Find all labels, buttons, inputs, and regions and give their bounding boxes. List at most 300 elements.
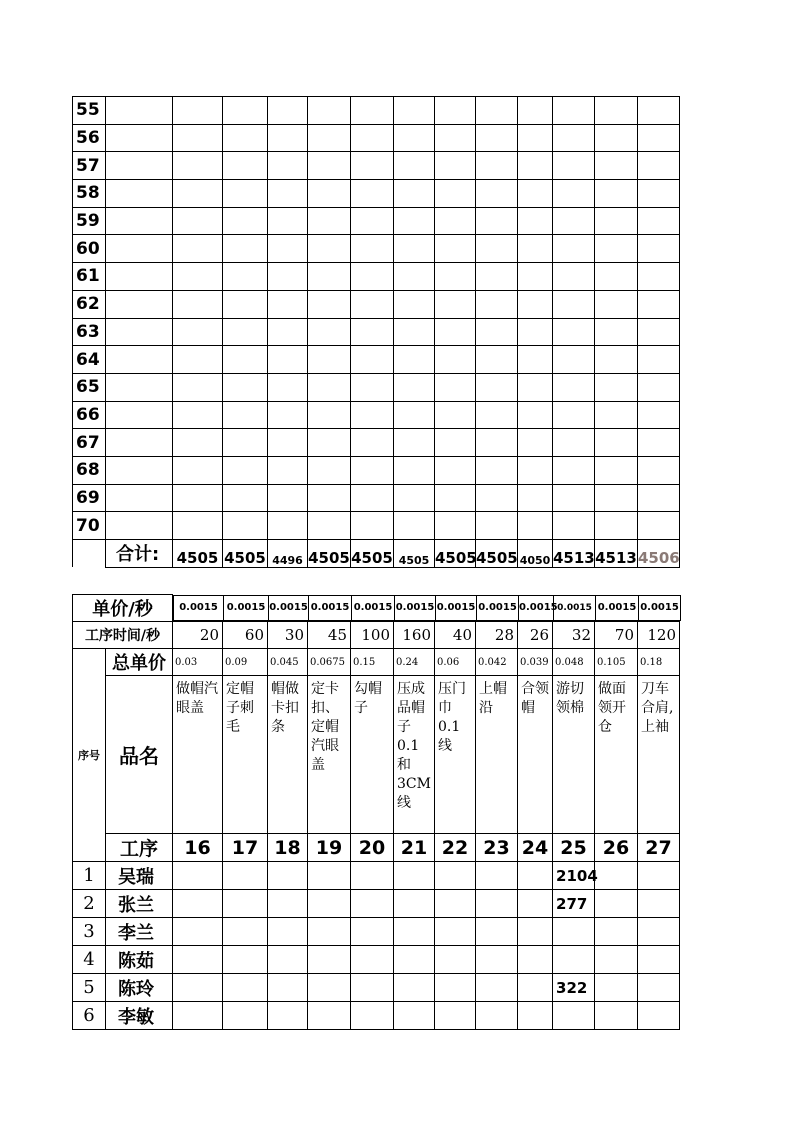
product-name: 定卡扣、定帽汽眼盖 bbox=[308, 676, 351, 834]
product-name: 游切领棉 bbox=[553, 676, 595, 834]
empty-cell bbox=[268, 512, 308, 540]
total-unit-price-value: 0.045 bbox=[268, 649, 308, 676]
unit-price-value: 0.0015 bbox=[477, 595, 519, 620]
empty-cell bbox=[106, 263, 173, 291]
worker-value: 277 bbox=[553, 890, 595, 918]
process-time-value: 26 bbox=[518, 622, 553, 649]
empty-cell bbox=[435, 235, 476, 263]
worker-value bbox=[308, 946, 351, 974]
process-number: 20 bbox=[351, 834, 394, 862]
empty-cell bbox=[595, 401, 638, 429]
unit-price-value: 0.0015 bbox=[269, 595, 309, 620]
empty-cell bbox=[268, 97, 308, 125]
empty-cell bbox=[223, 152, 268, 180]
table-row bbox=[73, 290, 680, 318]
empty-cell bbox=[518, 97, 553, 125]
empty-cell bbox=[518, 263, 553, 291]
empty-cell bbox=[173, 429, 223, 457]
empty-cell bbox=[518, 180, 553, 208]
empty-cell bbox=[394, 207, 435, 235]
empty-cell bbox=[223, 290, 268, 318]
empty-cell bbox=[595, 97, 638, 125]
empty-cell bbox=[638, 124, 680, 152]
table-row bbox=[73, 401, 680, 429]
worker-value bbox=[638, 1002, 680, 1030]
total-unit-price-value: 0.039 bbox=[518, 649, 553, 676]
empty-cell bbox=[223, 318, 268, 346]
empty-cell bbox=[308, 124, 351, 152]
worker-value bbox=[268, 918, 308, 946]
unit-price-label: 单价/秒 bbox=[73, 595, 173, 622]
worker-row bbox=[73, 946, 680, 974]
empty-cell bbox=[435, 207, 476, 235]
empty-cell bbox=[308, 97, 351, 125]
empty-cell bbox=[476, 152, 518, 180]
process-time-value: 20 bbox=[173, 622, 223, 649]
empty-cell bbox=[518, 373, 553, 401]
total-unit-price-value: 0.042 bbox=[476, 649, 518, 676]
table-row bbox=[73, 207, 680, 235]
total-value: 4505 bbox=[173, 540, 223, 568]
empty-cell bbox=[106, 235, 173, 263]
empty-cell bbox=[106, 207, 173, 235]
empty-cell bbox=[638, 346, 680, 374]
worker-value bbox=[595, 946, 638, 974]
worker-value bbox=[638, 918, 680, 946]
empty-cell bbox=[173, 318, 223, 346]
worker-value bbox=[173, 946, 223, 974]
empty-cell bbox=[308, 263, 351, 291]
empty-cell bbox=[173, 152, 223, 180]
worker-number: 6 bbox=[73, 1002, 106, 1030]
empty-cell bbox=[268, 346, 308, 374]
empty-cell bbox=[106, 429, 173, 457]
worker-value bbox=[308, 862, 351, 890]
empty-cell bbox=[476, 318, 518, 346]
worker-value bbox=[435, 1002, 476, 1030]
worker-value bbox=[435, 974, 476, 1002]
worker-row bbox=[73, 918, 680, 946]
process-number: 23 bbox=[476, 834, 518, 862]
total-label: 合计: bbox=[106, 540, 173, 568]
worker-value bbox=[638, 946, 680, 974]
empty-cell bbox=[518, 124, 553, 152]
total-value: 4505 bbox=[308, 540, 351, 568]
process-number: 27 bbox=[638, 834, 680, 862]
empty-cell bbox=[106, 456, 173, 484]
empty-cell bbox=[351, 512, 394, 540]
empty-cell bbox=[106, 290, 173, 318]
worker-number: 3 bbox=[73, 918, 106, 946]
worker-value bbox=[638, 862, 680, 890]
product-name: 勾帽子 bbox=[351, 676, 394, 834]
worker-value bbox=[223, 890, 268, 918]
empty-cell bbox=[476, 512, 518, 540]
row-number: 60 bbox=[73, 235, 106, 263]
empty-cell bbox=[595, 429, 638, 457]
empty-cell bbox=[553, 124, 595, 152]
empty-cell bbox=[518, 318, 553, 346]
unit-price-row bbox=[73, 595, 680, 622]
empty-cell bbox=[308, 429, 351, 457]
empty-cell bbox=[518, 484, 553, 512]
worker-value bbox=[595, 862, 638, 890]
empty-cell bbox=[435, 484, 476, 512]
row-number: 55 bbox=[73, 97, 106, 125]
worker-value bbox=[476, 946, 518, 974]
empty-cell bbox=[351, 318, 394, 346]
process-time-row bbox=[73, 622, 680, 649]
empty-cell bbox=[518, 401, 553, 429]
empty-cell bbox=[394, 401, 435, 429]
empty-cell bbox=[518, 429, 553, 457]
empty-cell bbox=[268, 263, 308, 291]
worker-number: 5 bbox=[73, 974, 106, 1002]
empty-cell bbox=[173, 207, 223, 235]
worker-value bbox=[595, 890, 638, 918]
table-row bbox=[73, 235, 680, 263]
empty-cell bbox=[106, 401, 173, 429]
empty-cell bbox=[308, 235, 351, 263]
empty-cell bbox=[394, 456, 435, 484]
process-time-value: 40 bbox=[435, 622, 476, 649]
empty-cell bbox=[223, 263, 268, 291]
empty-cell bbox=[173, 97, 223, 125]
empty-cell bbox=[476, 346, 518, 374]
empty-cell bbox=[351, 263, 394, 291]
total-value: 4050 bbox=[518, 540, 553, 568]
empty-cell bbox=[553, 456, 595, 484]
empty-cell bbox=[518, 512, 553, 540]
empty-cell bbox=[394, 290, 435, 318]
product-name: 压成品帽子0.1和3CM线 bbox=[394, 676, 435, 834]
empty-cell bbox=[173, 512, 223, 540]
total-unit-price-value: 0.24 bbox=[394, 649, 435, 676]
process-time-value: 60 bbox=[223, 622, 268, 649]
worker-value bbox=[394, 946, 435, 974]
unit-price-value: 0.0015 bbox=[639, 595, 681, 620]
process-time-value: 70 bbox=[595, 622, 638, 649]
empty-cell bbox=[595, 235, 638, 263]
worker-value bbox=[638, 890, 680, 918]
worker-name: 张兰 bbox=[106, 890, 173, 918]
empty-cell bbox=[553, 401, 595, 429]
process-number: 19 bbox=[308, 834, 351, 862]
empty-cell bbox=[553, 235, 595, 263]
empty-cell bbox=[638, 512, 680, 540]
worker-number: 4 bbox=[73, 946, 106, 974]
empty-cell bbox=[435, 346, 476, 374]
empty-cell bbox=[173, 263, 223, 291]
worker-value bbox=[394, 890, 435, 918]
total-value: 4505 bbox=[476, 540, 518, 568]
unit-price-value: 0.0015 bbox=[519, 595, 554, 620]
empty-cell bbox=[638, 318, 680, 346]
total-value: 4505 bbox=[351, 540, 394, 568]
empty-cell bbox=[638, 263, 680, 291]
empty-cell bbox=[638, 97, 680, 125]
total-value: 4506 bbox=[638, 540, 680, 568]
row-number: 69 bbox=[73, 484, 106, 512]
table-row bbox=[73, 124, 680, 152]
worker-row bbox=[73, 974, 680, 1002]
empty-cell bbox=[476, 456, 518, 484]
empty-cell bbox=[394, 263, 435, 291]
worker-value bbox=[268, 974, 308, 1002]
process-number-row bbox=[73, 834, 680, 862]
total-unit-price-value: 0.09 bbox=[223, 649, 268, 676]
empty-cell bbox=[351, 152, 394, 180]
product-name: 压门巾0.1线 bbox=[435, 676, 476, 834]
worker-value: 2104 bbox=[553, 862, 595, 890]
empty-cell bbox=[435, 318, 476, 346]
worker-value bbox=[351, 862, 394, 890]
worker-value bbox=[173, 918, 223, 946]
empty-cell bbox=[394, 152, 435, 180]
empty-cell bbox=[638, 235, 680, 263]
worker-value bbox=[351, 918, 394, 946]
empty-cell bbox=[268, 290, 308, 318]
empty-cell bbox=[518, 207, 553, 235]
row-number: 56 bbox=[73, 124, 106, 152]
empty-cell bbox=[173, 290, 223, 318]
worker-row bbox=[73, 862, 680, 890]
process-number: 24 bbox=[518, 834, 553, 862]
empty-cell bbox=[553, 97, 595, 125]
product-name: 做帽汽眼盖 bbox=[173, 676, 223, 834]
row-number: 67 bbox=[73, 429, 106, 457]
empty-cell bbox=[435, 373, 476, 401]
empty-cell bbox=[268, 373, 308, 401]
empty-cell bbox=[223, 512, 268, 540]
worker-value bbox=[518, 862, 553, 890]
worker-name: 李兰 bbox=[106, 918, 173, 946]
empty-cell bbox=[351, 346, 394, 374]
empty-cell bbox=[476, 207, 518, 235]
table-row bbox=[73, 429, 680, 457]
empty-cell bbox=[394, 373, 435, 401]
empty-cell bbox=[308, 290, 351, 318]
process-number: 25 bbox=[553, 834, 595, 862]
worker-value bbox=[476, 862, 518, 890]
empty-cell bbox=[553, 346, 595, 374]
process-time-value: 160 bbox=[394, 622, 435, 649]
empty-cell bbox=[173, 180, 223, 208]
table-row bbox=[73, 456, 680, 484]
empty-cell bbox=[553, 290, 595, 318]
empty-cell bbox=[553, 263, 595, 291]
empty-cell bbox=[223, 429, 268, 457]
unit-price-value: 0.0015 bbox=[174, 595, 224, 620]
empty-cell bbox=[638, 484, 680, 512]
row-number: 70 bbox=[73, 512, 106, 540]
empty-cell bbox=[223, 207, 268, 235]
empty-cell bbox=[394, 318, 435, 346]
product-label: 品名 bbox=[106, 676, 173, 834]
empty-cell bbox=[435, 97, 476, 125]
empty-cell bbox=[476, 180, 518, 208]
empty-cell bbox=[435, 401, 476, 429]
unit-price-value: 0.0015 bbox=[554, 595, 596, 620]
total-unit-price-label: 总单价 bbox=[106, 649, 173, 676]
process-time-value: 45 bbox=[308, 622, 351, 649]
unit-price-value: 0.0015 bbox=[352, 595, 395, 620]
worker-value bbox=[518, 890, 553, 918]
empty-cell bbox=[435, 152, 476, 180]
empty-cell bbox=[106, 484, 173, 512]
table-row bbox=[73, 512, 680, 540]
empty-cell bbox=[308, 512, 351, 540]
empty-cell bbox=[308, 373, 351, 401]
total-unit-price-value: 0.048 bbox=[553, 649, 595, 676]
empty-cell bbox=[106, 152, 173, 180]
worker-value bbox=[394, 974, 435, 1002]
empty-cell bbox=[308, 484, 351, 512]
row-number: 68 bbox=[73, 456, 106, 484]
total-unit-price-value: 0.18 bbox=[638, 649, 680, 676]
worker-name: 李敏 bbox=[106, 1002, 173, 1030]
empty-cell bbox=[308, 152, 351, 180]
empty-cell bbox=[268, 318, 308, 346]
total-value: 4505 bbox=[394, 540, 435, 568]
empty-cell bbox=[435, 512, 476, 540]
empty-cell bbox=[595, 346, 638, 374]
empty-cell bbox=[553, 512, 595, 540]
empty-cell bbox=[595, 456, 638, 484]
empty-cell bbox=[435, 124, 476, 152]
worker-value bbox=[518, 946, 553, 974]
worker-number: 1 bbox=[73, 862, 106, 890]
product-name: 定帽子刺毛 bbox=[223, 676, 268, 834]
worker-value bbox=[268, 946, 308, 974]
empty-cell bbox=[595, 290, 638, 318]
worker-row bbox=[73, 1002, 680, 1030]
empty-cell bbox=[476, 263, 518, 291]
worker-value bbox=[173, 974, 223, 1002]
worker-value bbox=[518, 974, 553, 1002]
total-unit-price-value: 0.0675 bbox=[308, 649, 351, 676]
worker-value bbox=[476, 974, 518, 1002]
process-number: 22 bbox=[435, 834, 476, 862]
empty-cell bbox=[351, 235, 394, 263]
worker-name: 陈玲 bbox=[106, 974, 173, 1002]
process-time-value: 120 bbox=[638, 622, 680, 649]
worker-value bbox=[173, 862, 223, 890]
process-time-value: 32 bbox=[553, 622, 595, 649]
process-time-value: 28 bbox=[476, 622, 518, 649]
unit-price-table bbox=[72, 594, 680, 1030]
product-name: 做面领开仓 bbox=[595, 676, 638, 834]
empty-cell bbox=[476, 124, 518, 152]
table-row bbox=[73, 263, 680, 291]
worker-value bbox=[268, 890, 308, 918]
empty-cell bbox=[351, 373, 394, 401]
worker-value bbox=[308, 890, 351, 918]
row-number: 63 bbox=[73, 318, 106, 346]
empty-cell bbox=[351, 484, 394, 512]
process-label: 工序 bbox=[106, 834, 173, 862]
empty-cell bbox=[223, 456, 268, 484]
empty-cell bbox=[173, 235, 223, 263]
worker-value bbox=[595, 974, 638, 1002]
table-row bbox=[73, 152, 680, 180]
empty-cell bbox=[553, 318, 595, 346]
empty-cell bbox=[476, 235, 518, 263]
unit-price-value: 0.0015 bbox=[309, 595, 352, 620]
unit-price-value: 0.0015 bbox=[224, 595, 269, 620]
worker-value bbox=[553, 946, 595, 974]
empty-cell bbox=[173, 401, 223, 429]
empty-cell bbox=[476, 429, 518, 457]
empty-cell bbox=[223, 484, 268, 512]
empty-cell bbox=[268, 152, 308, 180]
table-row bbox=[73, 318, 680, 346]
worker-name: 陈茹 bbox=[106, 946, 173, 974]
worker-value bbox=[435, 890, 476, 918]
empty-cell bbox=[394, 484, 435, 512]
total-unit-price-row bbox=[73, 649, 680, 676]
empty-cell bbox=[394, 124, 435, 152]
worker-value bbox=[394, 1002, 435, 1030]
worker-row bbox=[73, 890, 680, 918]
empty-cell bbox=[553, 152, 595, 180]
empty-cell bbox=[268, 429, 308, 457]
empty-cell bbox=[223, 373, 268, 401]
empty-cell bbox=[394, 235, 435, 263]
empty-cell bbox=[351, 401, 394, 429]
empty-cell bbox=[638, 290, 680, 318]
empty-cell bbox=[308, 346, 351, 374]
empty-cell bbox=[223, 346, 268, 374]
empty-cell bbox=[351, 180, 394, 208]
empty-cell bbox=[223, 235, 268, 263]
empty-cell bbox=[435, 290, 476, 318]
empty-cell bbox=[73, 540, 106, 568]
worker-value bbox=[268, 1002, 308, 1030]
empty-cell bbox=[553, 180, 595, 208]
worker-value bbox=[308, 1002, 351, 1030]
empty-cell bbox=[518, 346, 553, 374]
empty-cell bbox=[106, 97, 173, 125]
empty-cell bbox=[638, 401, 680, 429]
worker-value bbox=[553, 1002, 595, 1030]
worker-value bbox=[435, 862, 476, 890]
process-number: 21 bbox=[394, 834, 435, 862]
worker-value bbox=[476, 890, 518, 918]
empty-cell bbox=[638, 180, 680, 208]
empty-cell bbox=[268, 456, 308, 484]
worker-value bbox=[595, 1002, 638, 1030]
empty-cell bbox=[595, 373, 638, 401]
process-number: 26 bbox=[595, 834, 638, 862]
empty-cell bbox=[553, 429, 595, 457]
empty-cell bbox=[476, 97, 518, 125]
empty-cell bbox=[595, 263, 638, 291]
empty-cell bbox=[268, 207, 308, 235]
worker-value bbox=[173, 890, 223, 918]
empty-cell bbox=[638, 429, 680, 457]
empty-cell bbox=[435, 429, 476, 457]
empty-cell bbox=[518, 235, 553, 263]
empty-cell bbox=[351, 429, 394, 457]
total-unit-price-value: 0.105 bbox=[595, 649, 638, 676]
empty-cell bbox=[595, 180, 638, 208]
process-number: 16 bbox=[173, 834, 223, 862]
worker-value bbox=[518, 918, 553, 946]
empty-cell bbox=[351, 207, 394, 235]
product-name: 刀车合肩,上袖 bbox=[638, 676, 680, 834]
empty-cell bbox=[268, 401, 308, 429]
